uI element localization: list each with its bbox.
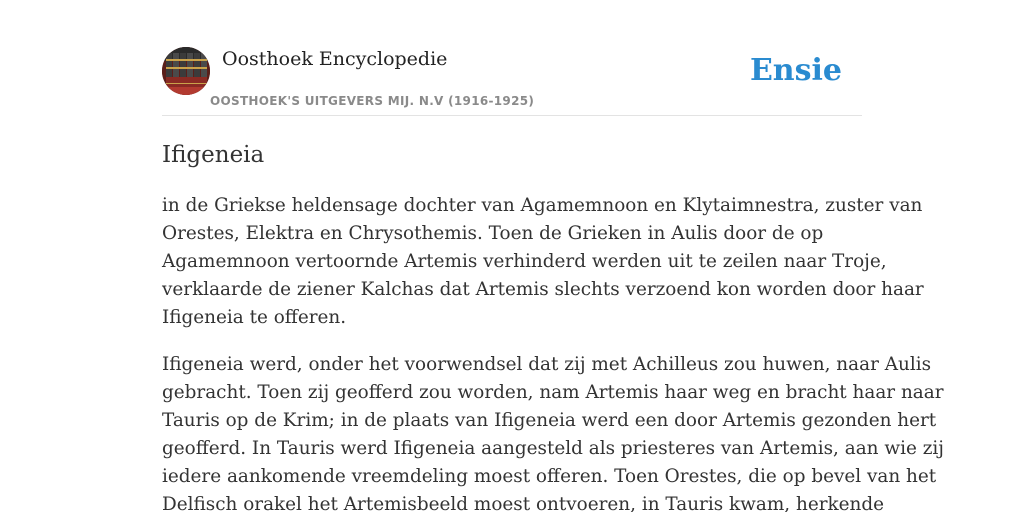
paragraph-line: Delfisch orakel het Artemisbeeld moest ontvoeren, in Tauris kwam, herkende: [162, 494, 885, 512]
paragraph-line: verklaarde de ziener Kalchas dat Artemis slechts verzoend kon worden door haar: [162, 279, 924, 300]
publisher-name[interactable]: Oosthoek Encyclopedie: [222, 48, 448, 70]
paragraph-line: gebracht. Toen zij geofferd zou worden, nam Artemis haar weg en bracht haar naar: [162, 382, 944, 403]
article-body: [162, 192, 944, 512]
publisher-subtitle: OOSTHOEK'S UITGEVERS MIJ. N.V (1916-1925): [210, 94, 535, 108]
ensie-logo-link[interactable]: Ensie: [749, 53, 842, 88]
paragraph-line: Ifigeneia werd, onder het voorwendsel dat zij met Achilleus zou huwen, naar Aulis: [162, 354, 932, 375]
article-paragraph: [162, 192, 924, 332]
publisher-header: [162, 47, 862, 116]
book-spines-icon: [162, 47, 210, 95]
paragraph-line: Orestes, Elektra en Chrysothemis. Toen de Grieken in Aulis door de op: [162, 223, 824, 244]
paragraph-line: Agamemnoon vertoornde Artemis verhinderd werden uit te zeilen naar Troje,: [162, 251, 887, 272]
paragraph-line: iedere aankomende vreemdeling moest offeren. Toen Orestes, die op bevel van het: [162, 466, 937, 487]
article-title: Ifigeneia: [162, 142, 265, 168]
paragraph-line: geofferd. In Tauris werd Ifigeneia aangesteld als priesteres van Artemis, aan wie zij: [162, 438, 944, 459]
paragraph-line: in de Griekse heldensage dochter van Agamemnoon en Klytaimnestra, zuster van: [162, 195, 923, 216]
paragraph-line: Ifigeneia te offeren.: [162, 307, 347, 328]
publisher-avatar[interactable]: [162, 47, 210, 95]
article-paragraph: [162, 351, 944, 512]
paragraph-line: Tauris op de Krim; in de plaats van Ifigeneia werd een door Artemis gezonden hert: [162, 410, 937, 431]
